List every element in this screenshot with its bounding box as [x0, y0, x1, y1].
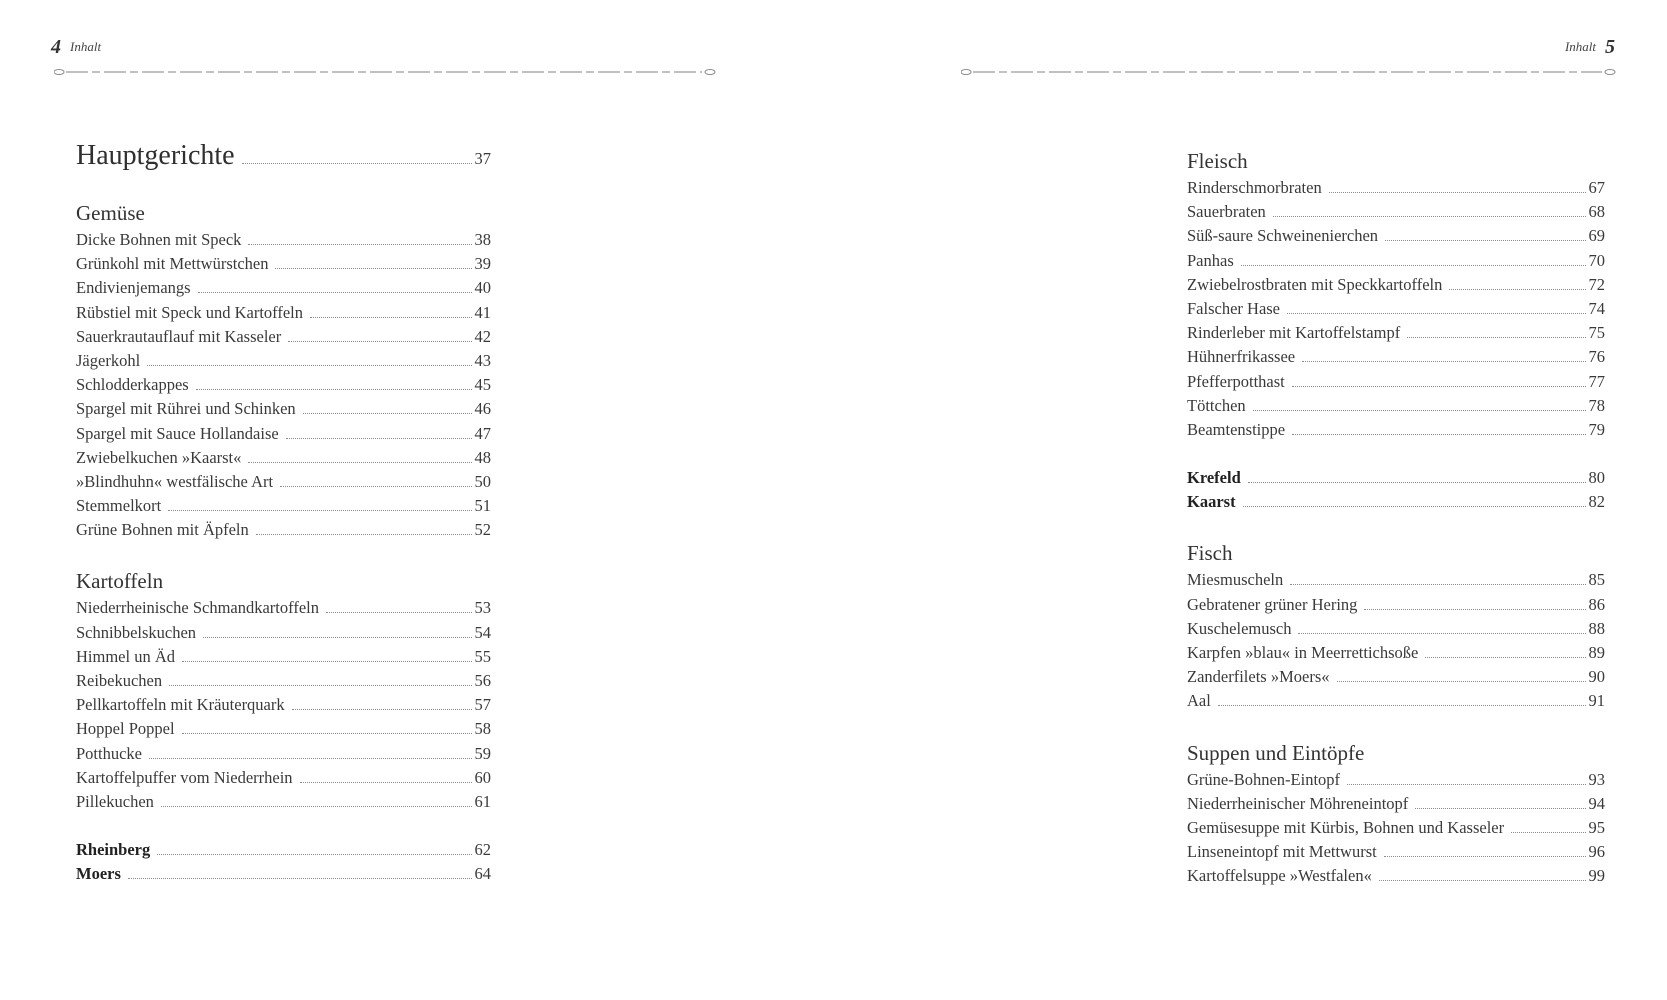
- toc-entry[interactable]: [76, 397, 491, 421]
- ornamental-rule: [54, 68, 716, 76]
- entry-title: Schnibbelskuchen: [76, 622, 197, 642]
- toc-entry[interactable]: [76, 325, 491, 349]
- toc-entry[interactable]: [1187, 641, 1605, 665]
- entry-title: Grünkohl mit Mettwürstchen: [76, 254, 269, 274]
- entry-page: 70: [1588, 250, 1605, 270]
- entry-title: Gemüsesuppe mit Kürbis, Bohnen und Kasseler: [1187, 817, 1505, 837]
- dot-leader: [168, 510, 471, 511]
- entry-page: 43: [474, 350, 491, 370]
- section-title: Kartoffeln: [76, 569, 164, 594]
- dot-leader: [248, 462, 471, 463]
- ornament-end: [705, 70, 715, 75]
- toc-entry[interactable]: [76, 252, 491, 276]
- dot-leader: [1241, 265, 1586, 266]
- entry-page: 55: [474, 646, 491, 666]
- dot-leader: [169, 685, 471, 686]
- entry-page: 90: [1588, 667, 1605, 687]
- toc-section-gemuese: [76, 198, 491, 542]
- entry-page: 38: [474, 230, 491, 249]
- entry-page: 52: [474, 520, 491, 540]
- toc-towns: [1187, 466, 1605, 514]
- entry-title: Niederrheinische Schmandkartoffeln: [76, 598, 319, 618]
- dot-leader: [1298, 633, 1585, 634]
- table-of-contents: [1187, 146, 1605, 889]
- entry-page: 93: [1588, 769, 1605, 789]
- entry-page: 85: [1588, 570, 1605, 590]
- toc-town-entry[interactable]: [76, 862, 491, 886]
- dot-leader: [292, 709, 472, 710]
- dot-leader: [182, 733, 472, 734]
- entry-page: 48: [474, 447, 491, 467]
- chapter-page: 37: [474, 149, 491, 168]
- entry-page: 41: [474, 302, 491, 322]
- entry-title: Pellkartoffeln mit Kräuterquark: [76, 695, 285, 715]
- dot-leader: [1384, 856, 1586, 857]
- entry-page: 75: [1588, 323, 1605, 343]
- entry-page: 40: [474, 278, 491, 298]
- dot-leader: [1449, 289, 1585, 290]
- toc-entry[interactable]: [76, 596, 491, 620]
- entry-page: 68: [1588, 202, 1605, 222]
- entry-page: 76: [1588, 347, 1605, 367]
- entry-title: Gebratener grüner Hering: [1187, 594, 1358, 614]
- dot-leader: [1337, 681, 1586, 682]
- entry-page: 58: [474, 719, 491, 739]
- entry-title: Kartoffelsuppe »Westfalen«: [1187, 866, 1372, 886]
- entry-title: Pillekuchen: [76, 791, 154, 811]
- dot-leader: [275, 268, 471, 269]
- entry-title: Himmel un Äd: [76, 646, 175, 666]
- entry-page: 42: [474, 326, 491, 346]
- entry-page: 46: [474, 399, 491, 419]
- entry-title: Jägerkohl: [76, 350, 141, 370]
- toc-entry[interactable]: [1187, 394, 1605, 418]
- running-header: [51, 36, 101, 59]
- entry-page: 72: [1588, 274, 1605, 294]
- entry-title: Rinderleber mit Kartoffelstampf: [1187, 323, 1401, 343]
- dot-leader: [198, 292, 472, 293]
- entry-title: Zwiebelrostbraten mit Speckkartoffeln: [1187, 274, 1443, 294]
- toc-entry[interactable]: [1187, 568, 1605, 592]
- entry-title: Linseneintopf mit Mettwurst: [1187, 842, 1377, 862]
- dot-leader: [1292, 434, 1585, 435]
- entry-page: 99: [1588, 866, 1605, 886]
- entry-title: Potthucke: [76, 743, 142, 763]
- dot-leader: [1415, 808, 1585, 809]
- toc-entry[interactable]: [76, 301, 491, 325]
- entry-title: Sauerbraten: [1187, 202, 1266, 222]
- toc-entry[interactable]: [76, 373, 491, 397]
- dot-leader: [203, 637, 471, 638]
- dot-leader: [242, 163, 472, 164]
- toc-entry[interactable]: [1187, 249, 1605, 273]
- section-items: [1187, 768, 1605, 889]
- entry-title: »Blindhuhn« westfälische Art: [76, 471, 274, 491]
- section-items: [76, 228, 491, 542]
- toc-entry[interactable]: [1187, 273, 1605, 297]
- toc-entry[interactable]: [1187, 321, 1605, 345]
- dot-leader: [1218, 705, 1586, 706]
- entry-page: 91: [1588, 691, 1605, 711]
- toc-section-fleisch: [1187, 146, 1605, 442]
- entry-page: 56: [474, 671, 491, 690]
- entry-page: 79: [1588, 419, 1605, 439]
- dot-leader: [1379, 880, 1586, 881]
- entry-title: Kartoffelpuffer vom Niederrhein: [76, 767, 293, 787]
- dot-leader: [286, 438, 472, 439]
- entry-title: Töttchen: [1187, 395, 1246, 415]
- dot-leader: [128, 878, 472, 879]
- entry-title: Zanderfilets »Moers«: [1187, 667, 1330, 687]
- toc-entry[interactable]: [76, 766, 491, 790]
- toc-entry[interactable]: [1187, 816, 1605, 840]
- entry-page: 61: [474, 791, 491, 811]
- toc-entry[interactable]: [76, 422, 491, 446]
- entry-page: 50: [474, 471, 491, 491]
- entry-page: 57: [474, 695, 491, 715]
- dot-leader: [147, 365, 471, 366]
- toc-entry[interactable]: [1187, 840, 1605, 864]
- entry-page: 77: [1588, 371, 1605, 391]
- entry-title: Spargel mit Rührei und Schinken: [76, 399, 296, 419]
- toc-entry[interactable]: [1187, 297, 1605, 321]
- toc-entry[interactable]: [1187, 665, 1605, 689]
- dot-leader: [248, 244, 471, 245]
- toc-towns: [76, 838, 491, 886]
- entry-page: 45: [474, 375, 491, 395]
- entry-title: Endivienjemangs: [76, 278, 191, 298]
- entry-title: Schlodderkappes: [76, 375, 189, 395]
- entry-page: 64: [474, 864, 491, 884]
- entry-title: Kaarst: [1187, 492, 1236, 512]
- dot-leader: [256, 534, 472, 535]
- entry-page: 86: [1588, 594, 1605, 614]
- dot-leader: [1347, 784, 1585, 785]
- entry-page: 62: [474, 840, 491, 860]
- entry-title: Spargel mit Sauce Hollandaise: [76, 423, 279, 443]
- toc-entry[interactable]: [76, 790, 491, 814]
- toc-entry[interactable]: [1187, 176, 1605, 200]
- entry-title: Krefeld: [1187, 468, 1241, 488]
- entry-page: 67: [1588, 178, 1605, 197]
- dot-leader: [157, 854, 471, 855]
- entry-title: Rinderschmorbraten: [1187, 178, 1322, 197]
- entry-title: Kuschelemusch: [1187, 618, 1292, 638]
- dot-leader: [303, 413, 472, 414]
- toc-entry[interactable]: [76, 717, 491, 741]
- entry-title: Hoppel Poppel: [76, 719, 175, 739]
- toc-entry[interactable]: [1187, 689, 1605, 713]
- dot-leader: [1302, 361, 1585, 362]
- toc-entry[interactable]: [1187, 768, 1605, 792]
- toc-entry[interactable]: [76, 228, 491, 252]
- entry-page: 95: [1588, 817, 1605, 837]
- dot-leader: [1287, 313, 1585, 314]
- entry-title: Reibekuchen: [76, 671, 163, 690]
- ornament-end: [961, 70, 971, 75]
- dot-leader: [182, 661, 472, 662]
- ornament-end: [54, 70, 64, 75]
- toc-entry[interactable]: [76, 645, 491, 669]
- toc-entry[interactable]: [76, 276, 491, 300]
- entry-page: 94: [1588, 793, 1605, 813]
- entry-title: Rheinberg: [76, 840, 151, 860]
- section-title: Gemüse: [76, 201, 145, 225]
- toc-entry[interactable]: [76, 494, 491, 518]
- entry-title: Zwiebelkuchen »Kaarst«: [76, 447, 242, 467]
- running-header-label: Inhalt: [70, 39, 102, 54]
- ornamental-rule: [961, 68, 1616, 76]
- entry-page: 69: [1588, 226, 1605, 246]
- entry-page: 51: [474, 496, 491, 516]
- entry-title: Pfefferpotthast: [1187, 371, 1285, 391]
- toc-entry[interactable]: [1187, 617, 1605, 641]
- entry-title: Stemmelkort: [76, 496, 162, 516]
- entry-page: 59: [474, 743, 491, 763]
- dot-leader: [1511, 832, 1585, 833]
- toc-entry[interactable]: [76, 446, 491, 470]
- dot-leader: [1273, 216, 1586, 217]
- ornament-rule-graphic: [54, 68, 716, 76]
- table-of-contents: [76, 140, 491, 887]
- entry-title: Miesmuscheln: [1187, 570, 1284, 590]
- toc-entry[interactable]: [1187, 224, 1605, 248]
- toc-entry[interactable]: [1187, 345, 1605, 369]
- entry-page: 54: [474, 622, 491, 642]
- dot-leader: [300, 782, 472, 783]
- dot-leader: [1425, 657, 1585, 658]
- toc-entry[interactable]: [76, 349, 491, 373]
- entry-title: Niederrheinischer Möhreneintopf: [1187, 793, 1409, 813]
- page-number: 5: [1605, 36, 1615, 58]
- entry-title: Falscher Hase: [1187, 298, 1281, 318]
- toc-entry[interactable]: [76, 621, 491, 645]
- entry-title: Karpfen »blau« in Meerrettichsoße: [1187, 643, 1419, 662]
- dot-leader: [1364, 609, 1585, 610]
- toc-entry[interactable]: [1187, 792, 1605, 816]
- entry-page: 53: [474, 598, 491, 618]
- right-page: [834, 0, 1667, 1000]
- toc-entry[interactable]: [76, 669, 491, 693]
- entry-title: Süß-saure Schweinenierchen: [1187, 226, 1379, 246]
- toc-entry[interactable]: [1187, 593, 1605, 617]
- dot-leader: [149, 758, 472, 759]
- section-items: [76, 596, 491, 814]
- toc-section-kartoffeln: [76, 566, 491, 814]
- entry-title: Panhas: [1187, 250, 1234, 270]
- dot-leader: [196, 389, 472, 390]
- section-title: Suppen und Eintöpfe: [1187, 740, 1365, 765]
- toc-section-suppen: [1187, 738, 1605, 889]
- entry-title: Dicke Bohnen mit Speck: [76, 230, 242, 249]
- dot-leader: [1253, 410, 1586, 411]
- ornament-rule-graphic: [961, 68, 1616, 76]
- section-title: Fleisch: [1187, 149, 1248, 173]
- entry-title: Hühnerfrikassee: [1187, 347, 1296, 367]
- toc-entry[interactable]: [1187, 200, 1605, 224]
- section-title: Fisch: [1187, 541, 1233, 566]
- ornament-end: [1605, 70, 1615, 75]
- entry-page: 47: [474, 423, 491, 443]
- toc-entry[interactable]: [76, 518, 491, 542]
- section-items: [1187, 568, 1605, 713]
- entry-page: 82: [1588, 492, 1605, 512]
- section-items: [1187, 176, 1605, 442]
- toc-section-fisch: [1187, 538, 1605, 713]
- entry-title: Grüne Bohnen mit Äpfeln: [76, 520, 249, 540]
- dot-leader: [1407, 337, 1585, 338]
- running-header: [1565, 36, 1615, 59]
- dot-leader: [326, 612, 472, 613]
- toc-entry[interactable]: [1187, 418, 1605, 442]
- toc-entry[interactable]: [76, 742, 491, 766]
- dot-leader: [161, 806, 472, 807]
- dot-leader: [1243, 506, 1586, 507]
- dot-leader: [1385, 240, 1585, 241]
- entry-page: 80: [1588, 468, 1605, 488]
- entry-page: 39: [474, 254, 491, 274]
- toc-town-entry[interactable]: [1187, 466, 1605, 490]
- entry-page: 78: [1588, 395, 1605, 415]
- toc-entry[interactable]: [1187, 370, 1605, 394]
- chapter-title: Hauptgerichte: [76, 140, 235, 171]
- running-header-label: Inhalt: [1564, 39, 1596, 54]
- dot-leader: [310, 317, 472, 318]
- entry-title: Aal: [1187, 691, 1211, 711]
- entry-page: 96: [1588, 842, 1605, 862]
- dot-leader: [1290, 584, 1585, 585]
- toc-town-entry[interactable]: [76, 838, 491, 862]
- toc-entry[interactable]: [76, 470, 491, 494]
- entry-page: 74: [1588, 298, 1605, 318]
- entry-title: Sauerkrautauflauf mit Kasseler: [76, 326, 282, 346]
- toc-chapter-entry[interactable]: [76, 140, 491, 180]
- entry-title: Grüne-Bohnen-Eintopf: [1187, 769, 1341, 789]
- dot-leader: [280, 486, 471, 487]
- dot-leader: [1329, 192, 1586, 193]
- entry-title: Beamtenstippe: [1187, 419, 1286, 439]
- dot-leader: [288, 341, 471, 342]
- left-page: [0, 0, 833, 1000]
- dot-leader: [1292, 386, 1586, 387]
- entry-title: Moers: [76, 864, 121, 884]
- page-number: 4: [51, 36, 61, 58]
- entry-title: Rübstiel mit Speck und Kartoffeln: [76, 302, 303, 322]
- entry-page: 88: [1588, 618, 1605, 638]
- dot-leader: [1248, 482, 1586, 483]
- entry-page: 60: [474, 767, 491, 787]
- toc-entry[interactable]: [1187, 864, 1605, 888]
- toc-entry[interactable]: [76, 693, 491, 717]
- entry-page: 89: [1588, 643, 1605, 662]
- toc-town-entry[interactable]: [1187, 490, 1605, 514]
